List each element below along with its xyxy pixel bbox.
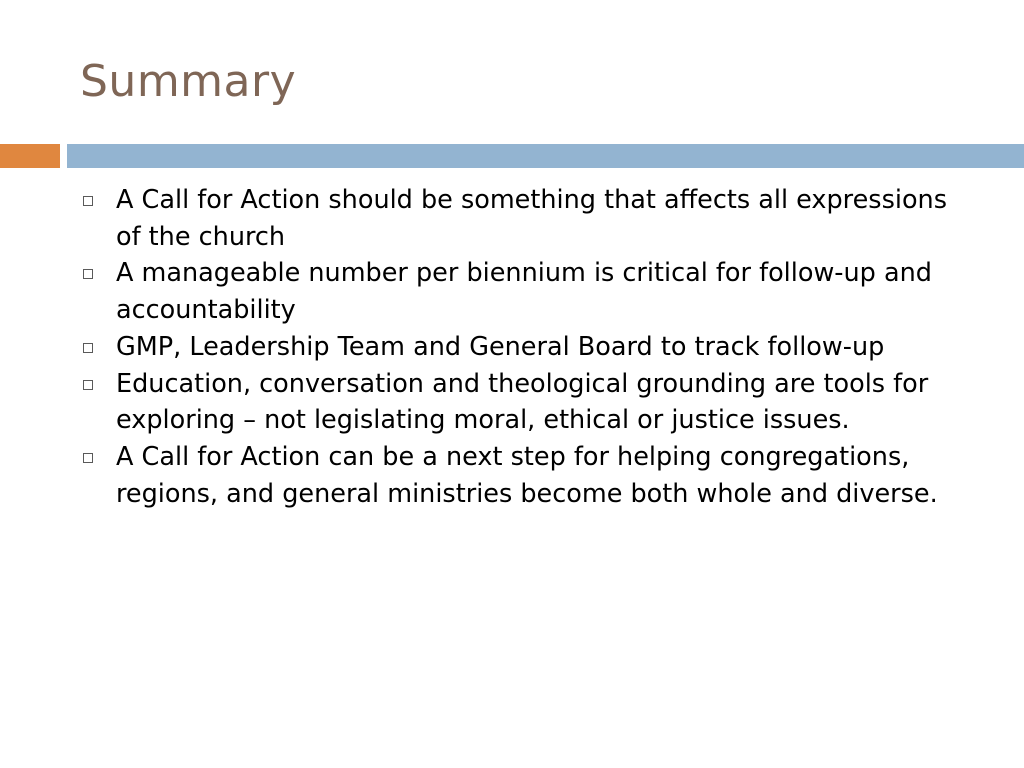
bullet-text: Education, conversation and theological grounding are tools for exploring – not legislating moral, ethical or justice issues. xyxy=(116,368,929,436)
bullet-text: A Call for Action can be a next step for helping congregations, regions, and general ministries become both whole and diverse. xyxy=(116,441,938,509)
bullet-text: GMP, Leadership Team and General Board to track follow-up xyxy=(116,331,885,362)
bullet-text: A manageable number per biennium is critical for follow-up and accountability xyxy=(116,258,932,326)
hollow-square-bullet-icon xyxy=(83,196,93,206)
accent-bar-orange xyxy=(0,144,60,168)
bullet-text: A Call for Action should be something that affects all expressions of the church xyxy=(116,185,947,252)
hollow-square-bullet-icon xyxy=(83,380,93,390)
hollow-square-bullet-icon xyxy=(83,269,93,279)
slide-title: Summary xyxy=(80,56,297,107)
hollow-square-bullet-icon xyxy=(83,453,93,463)
bullet-item xyxy=(80,255,960,328)
bullet-item xyxy=(80,329,960,366)
bullet-list xyxy=(80,182,960,512)
bullet-item xyxy=(80,182,960,255)
accent-bar-blue xyxy=(67,144,1024,168)
bullet-item xyxy=(80,366,960,439)
bullet-item xyxy=(80,439,960,512)
hollow-square-bullet-icon xyxy=(83,343,93,353)
